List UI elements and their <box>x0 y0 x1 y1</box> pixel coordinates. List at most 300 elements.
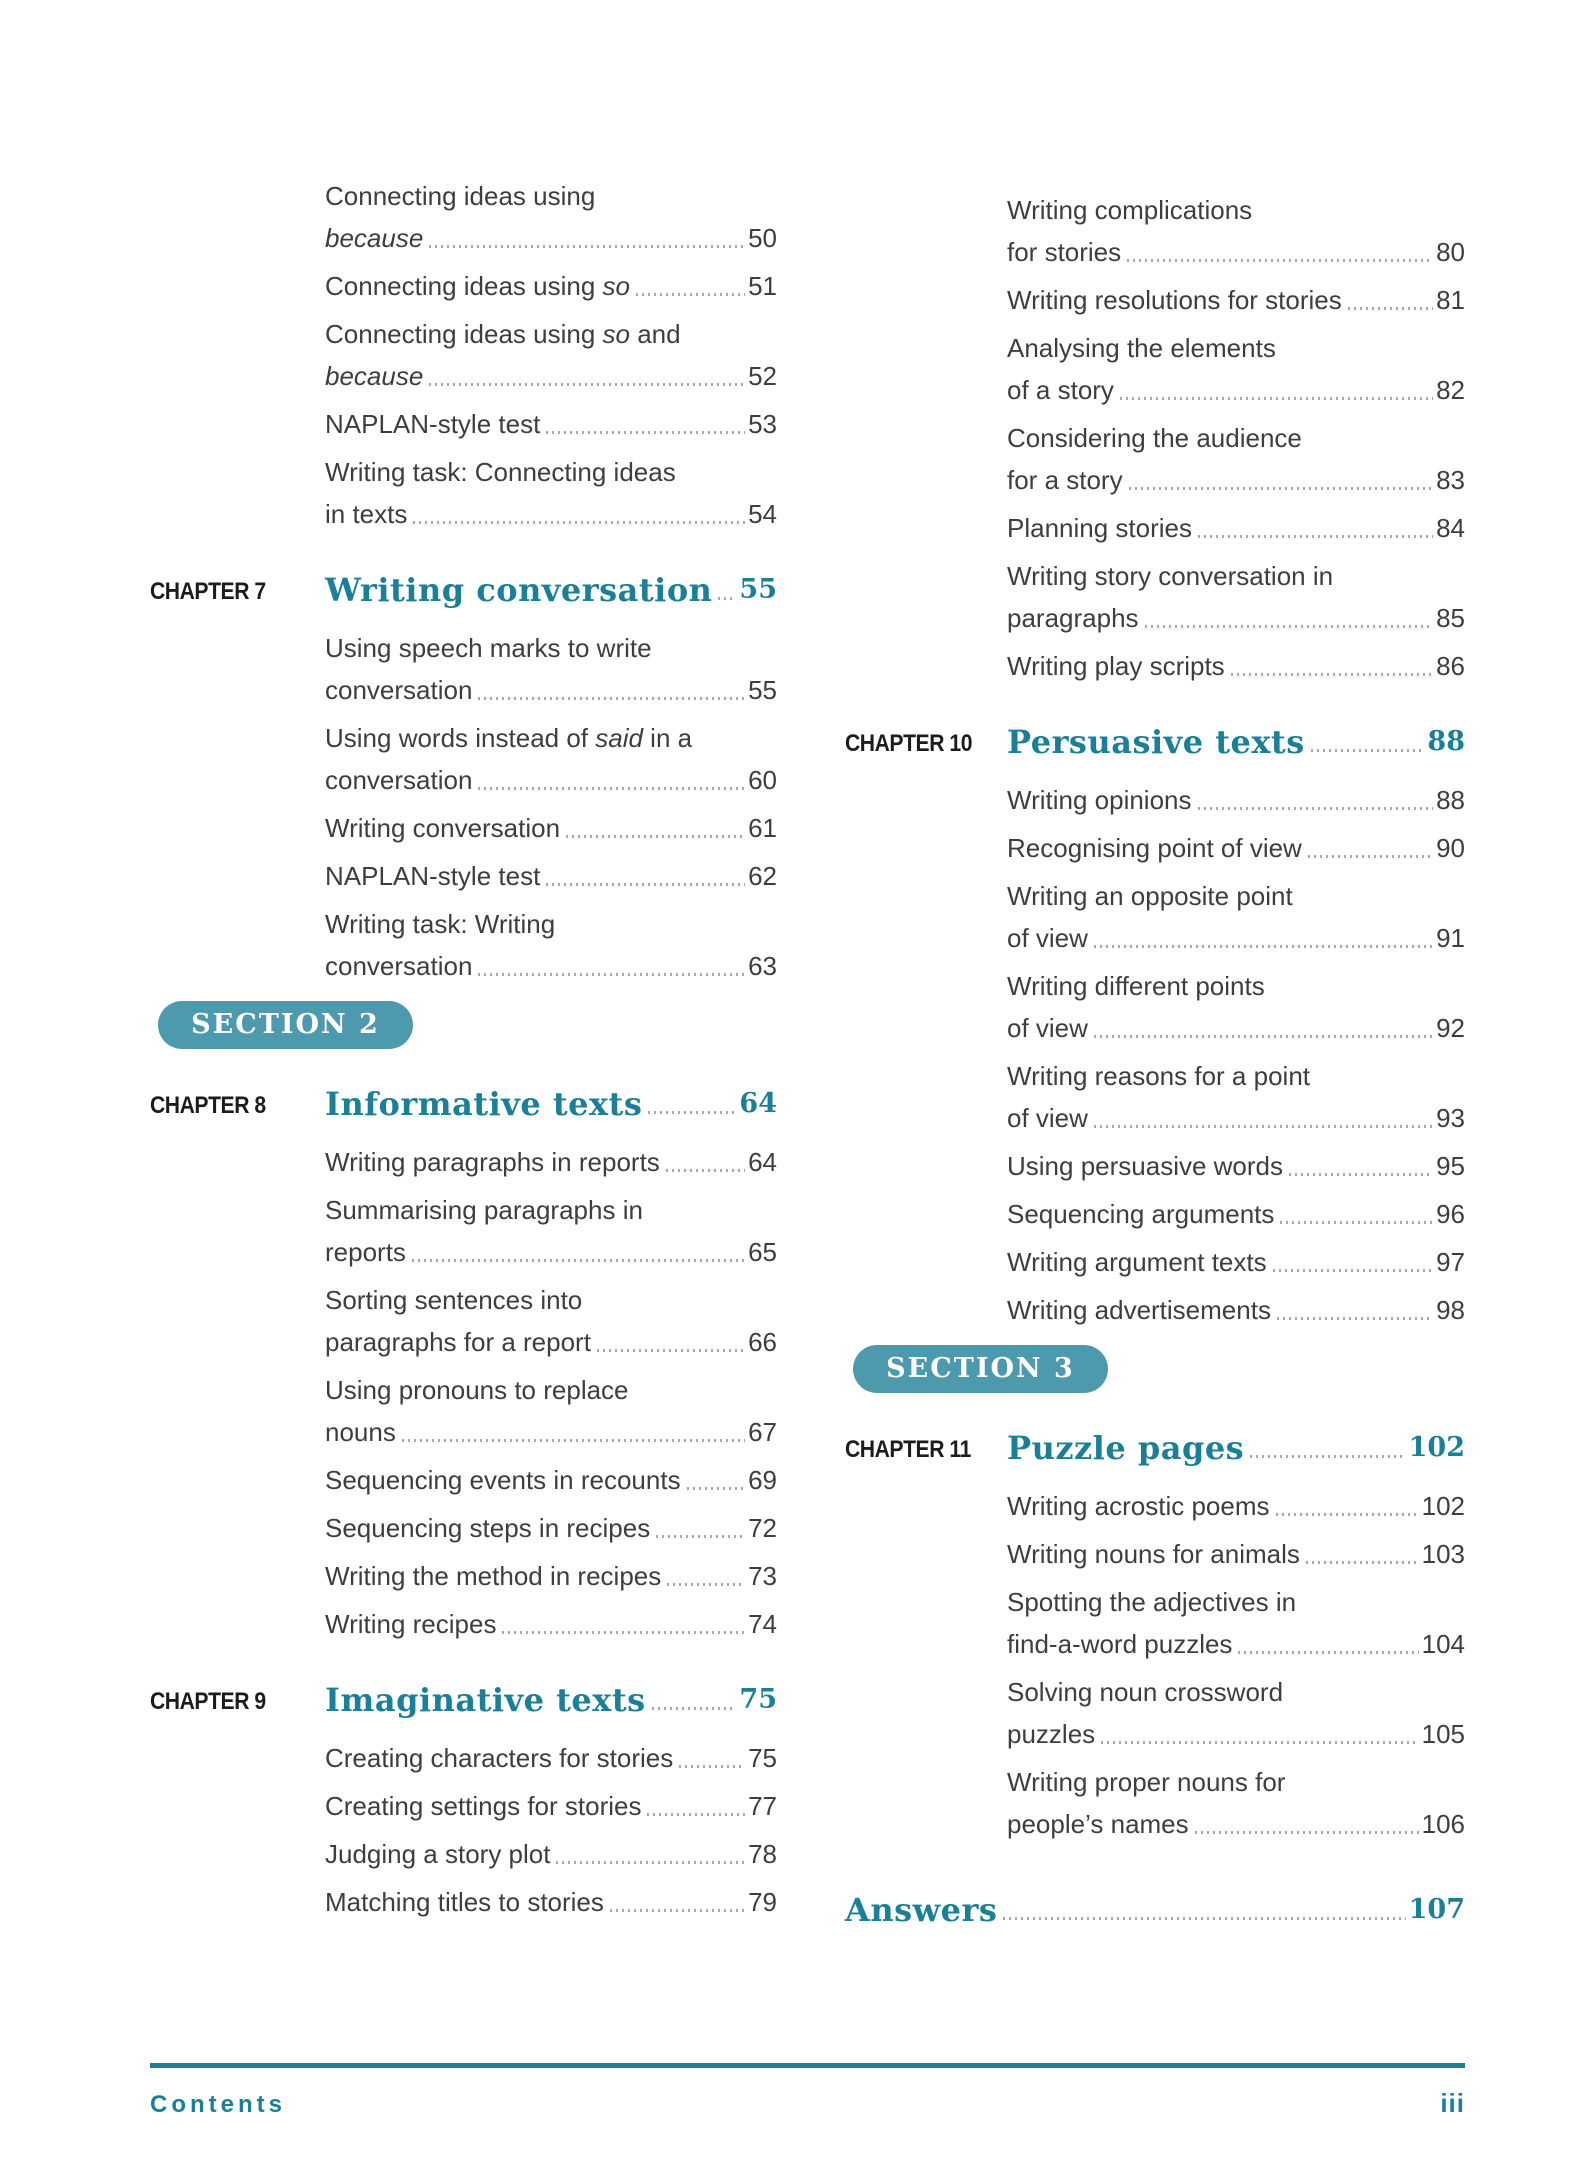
toc-column-right <box>845 175 1465 1947</box>
entry-last-line <box>325 265 777 307</box>
dot-leader <box>1250 1455 1405 1458</box>
page-number: 86 <box>1436 651 1465 681</box>
page-number: 78 <box>748 1839 777 1869</box>
entry-label <box>1007 1097 1088 1139</box>
entry-text-italic: so <box>602 319 630 349</box>
entry-label <box>1007 507 1192 549</box>
toc-entry <box>325 1459 777 1501</box>
entry-last-line <box>325 355 777 397</box>
entry-last-line <box>1007 1007 1465 1049</box>
entry-text: conversation <box>325 675 473 705</box>
entry-text: Sequencing events in recounts <box>325 1465 681 1495</box>
entry-last-line <box>1007 779 1465 821</box>
entry-wrap-line <box>1007 417 1465 459</box>
toc-entry <box>325 1833 777 1875</box>
toc-entry <box>1007 279 1465 321</box>
dot-leader <box>429 245 745 248</box>
chapter-title: Writing conversation <box>325 571 713 609</box>
entry-text: Connecting ideas using <box>325 319 603 349</box>
toc-entry <box>325 1881 777 1923</box>
chapter-heading <box>845 719 1465 765</box>
toc-entry <box>1007 1671 1465 1755</box>
entry-text: Writing different points <box>1007 971 1265 1001</box>
entry-last-line <box>1007 1803 1465 1845</box>
dot-leader <box>1198 535 1433 538</box>
entry-label <box>1007 1145 1283 1187</box>
toc-entry <box>325 807 777 849</box>
entry-last-line <box>1007 1713 1465 1755</box>
toc-entry <box>1007 507 1465 549</box>
dot-leader <box>1231 673 1433 676</box>
entry-text: puzzles <box>1007 1719 1096 1749</box>
entry-label <box>325 1321 591 1363</box>
entry-last-line <box>1007 1289 1465 1331</box>
entry-label <box>1007 231 1121 273</box>
entry-last-line <box>325 1833 777 1875</box>
entry-last-line <box>1007 507 1465 549</box>
dot-leader <box>687 1487 746 1490</box>
entry-text: of view <box>1007 1103 1088 1133</box>
entry-label <box>1007 1193 1274 1235</box>
page-number: 60 <box>748 765 777 795</box>
dot-leader <box>1311 749 1425 752</box>
toc-entry <box>325 265 777 307</box>
page-number: 50 <box>748 223 777 253</box>
entry-label <box>325 759 472 801</box>
entry-last-line <box>1007 917 1465 959</box>
chapter-title: Informative texts <box>325 1085 643 1123</box>
entry-label <box>1007 1289 1271 1331</box>
entry-wrap-line <box>325 1189 777 1231</box>
page-number: 106 <box>1421 1809 1465 1839</box>
entry-text: Writing the method in recipes <box>325 1561 662 1591</box>
toc-entry <box>325 627 777 711</box>
entry-label <box>1007 645 1225 687</box>
entry-text: Judging a story plot <box>325 1839 551 1869</box>
dot-leader <box>478 973 745 976</box>
page-number: 79 <box>748 1887 777 1917</box>
entry-text: Writing an opposite point <box>1007 881 1293 911</box>
page-number: 102 <box>1408 1432 1465 1463</box>
page-number: 66 <box>748 1327 777 1357</box>
page-number: 80 <box>1436 237 1465 267</box>
entry-label <box>325 403 540 445</box>
toc-entry <box>1007 417 1465 501</box>
dot-leader <box>1289 1173 1433 1176</box>
page-number: 105 <box>1421 1719 1465 1749</box>
entry-label <box>325 807 560 849</box>
entry-text: Connecting ideas using <box>325 271 603 301</box>
page-number: 93 <box>1436 1103 1465 1133</box>
entry-text-italic: said <box>595 723 643 753</box>
dot-leader <box>1276 1513 1419 1516</box>
entry-text: for a story <box>1007 465 1123 495</box>
page-footer <box>150 2063 1465 2119</box>
toc-entry <box>1007 1485 1465 1527</box>
toc-entry <box>325 717 777 801</box>
entry-wrap-line <box>325 627 777 669</box>
dot-leader <box>502 1631 745 1634</box>
entry-label <box>325 1785 641 1827</box>
entry-last-line <box>1007 459 1465 501</box>
entry-last-line <box>1007 1623 1465 1665</box>
entry-text: Writing argument texts <box>1007 1247 1267 1277</box>
dot-leader <box>1094 1035 1433 1038</box>
toc-entry <box>1007 189 1465 273</box>
entry-text: Analysing the elements <box>1007 333 1276 363</box>
chapter-label: CHAPTER 9 <box>150 1688 266 1715</box>
page-number: 91 <box>1436 923 1465 953</box>
entry-text: Planning stories <box>1007 513 1192 543</box>
toc-entry <box>1007 1145 1465 1187</box>
entry-last-line <box>325 403 777 445</box>
chapter-title: Answers <box>845 1891 998 1929</box>
page-number: 84 <box>1436 513 1465 543</box>
entry-text: in a <box>642 723 693 753</box>
chapter-heading <box>150 567 777 613</box>
entry-text: of a story <box>1007 375 1114 405</box>
entry-label <box>325 1141 660 1183</box>
entry-last-line <box>325 1737 777 1779</box>
entry-label <box>325 1411 396 1453</box>
entry-label <box>325 1555 661 1597</box>
entry-last-line <box>325 1411 777 1453</box>
chapter-heading-line <box>325 1081 777 1127</box>
entry-text: paragraphs for a report <box>325 1327 591 1357</box>
entry-label <box>325 265 630 307</box>
entry-last-line <box>1007 231 1465 273</box>
dot-leader <box>1195 1831 1419 1834</box>
chapter-heading-line <box>325 1677 777 1723</box>
entry-wrap-line <box>325 717 777 759</box>
entry-last-line <box>325 807 777 849</box>
entry-label <box>1007 459 1123 501</box>
dot-leader <box>610 1909 745 1912</box>
entry-last-line <box>325 945 777 987</box>
footer-page-number: iii <box>1440 2088 1465 2118</box>
entry-text: Sorting sentences into <box>325 1285 583 1315</box>
page-number: 88 <box>1436 785 1465 815</box>
entry-text: Writing reasons for a point <box>1007 1061 1310 1091</box>
dot-leader <box>648 1111 736 1114</box>
dot-leader <box>679 1765 745 1768</box>
entry-text: of view <box>1007 1013 1088 1043</box>
entry-label <box>1007 1713 1095 1755</box>
entry-text: Writing recipes <box>325 1609 497 1639</box>
footer-contents-label: Contents <box>150 2091 286 2118</box>
page-number: 103 <box>1421 1539 1465 1569</box>
page-number: 92 <box>1436 1013 1465 1043</box>
entry-wrap-line <box>1007 555 1465 597</box>
chapter-heading <box>845 1425 1465 1471</box>
entry-text: Recognising point of view <box>1007 833 1302 863</box>
toc-entry <box>325 1507 777 1549</box>
toc-entry <box>1007 779 1465 821</box>
toc-entry <box>1007 1055 1465 1139</box>
entry-wrap-line <box>325 451 777 493</box>
entry-label <box>325 493 407 535</box>
entry-label <box>1007 1007 1088 1049</box>
entry-last-line <box>325 1881 777 1923</box>
entry-label <box>325 1603 496 1645</box>
entry-text: Connecting ideas using <box>325 181 596 211</box>
entry-text-italic: because <box>325 361 424 391</box>
entry-label <box>325 1881 604 1923</box>
page-number: 52 <box>748 361 777 391</box>
dot-leader <box>667 1583 745 1586</box>
footer-row <box>150 2088 1465 2119</box>
toc-entry <box>325 1785 777 1827</box>
section-badge: SECTION 3 <box>853 1345 1108 1393</box>
chapter-title: Puzzle pages <box>1007 1429 1245 1467</box>
entry-text: Matching titles to stories <box>325 1887 604 1917</box>
page-number: 53 <box>748 409 777 439</box>
toc-entry <box>325 1141 777 1183</box>
entry-text: Sequencing steps in recipes <box>325 1513 651 1543</box>
page-number: 90 <box>1436 833 1465 863</box>
entry-wrap-line <box>1007 875 1465 917</box>
entry-text: Creating settings for stories <box>325 1791 642 1821</box>
entry-label <box>325 669 472 711</box>
entry-wrap-line <box>1007 1581 1465 1623</box>
toc-entry <box>325 175 777 259</box>
dot-leader <box>666 1169 745 1172</box>
page-number: 55 <box>748 675 777 705</box>
dot-leader <box>556 1861 745 1864</box>
entry-last-line <box>1007 1533 1465 1575</box>
toc-entry <box>325 1555 777 1597</box>
page-number: 98 <box>1436 1295 1465 1325</box>
entry-label <box>1007 1803 1189 1845</box>
page-number: 88 <box>1427 726 1465 757</box>
entry-text: of view <box>1007 923 1088 953</box>
page-number: 75 <box>748 1743 777 1773</box>
dot-leader <box>478 697 745 700</box>
page-number: 96 <box>1436 1199 1465 1229</box>
entry-text: Using persuasive words <box>1007 1151 1284 1181</box>
entry-text: Sequencing arguments <box>1007 1199 1275 1229</box>
dot-leader <box>1094 1125 1433 1128</box>
toc-entry <box>325 451 777 535</box>
entry-text: Writing nouns for animals <box>1007 1539 1300 1569</box>
page-number: 65 <box>748 1237 777 1267</box>
dot-leader <box>1198 807 1434 810</box>
chapter-title: Imaginative texts <box>325 1681 646 1719</box>
dot-leader <box>1277 1317 1433 1320</box>
entry-last-line <box>325 1231 777 1273</box>
entry-text: Writing opinions <box>1007 785 1192 815</box>
entry-text: Summarising paragraphs in <box>325 1195 643 1225</box>
page-number: 72 <box>748 1513 777 1543</box>
chapter-heading-line <box>1007 719 1465 765</box>
dot-leader <box>1273 1269 1433 1272</box>
entry-last-line <box>1007 827 1465 869</box>
entry-label <box>325 217 423 259</box>
footer-rule <box>150 2063 1465 2068</box>
entry-text: NAPLAN-style test <box>325 409 541 439</box>
page-number: 95 <box>1436 1151 1465 1181</box>
entry-wrap-line <box>325 903 777 945</box>
page-number: 63 <box>748 951 777 981</box>
entry-text: conversation <box>325 765 473 795</box>
dot-leader <box>718 597 736 600</box>
dot-leader <box>1238 1651 1418 1654</box>
entry-wrap-line <box>325 1279 777 1321</box>
dot-leader <box>1003 1917 1405 1920</box>
entry-text: Writing resolutions for stories <box>1007 285 1342 315</box>
toc-entry <box>325 313 777 397</box>
toc-entry <box>1007 1533 1465 1575</box>
entry-label <box>1007 1533 1300 1575</box>
entry-text: in texts <box>325 499 408 529</box>
dot-leader <box>1306 1561 1419 1564</box>
toc-entry <box>325 1603 777 1645</box>
entry-text: Writing complications <box>1007 195 1253 225</box>
page-number: 67 <box>748 1417 777 1447</box>
entry-wrap-line <box>1007 1671 1465 1713</box>
entry-label <box>1007 1623 1232 1665</box>
entry-wrap-line <box>325 175 777 217</box>
toc-entry <box>325 1369 777 1453</box>
dot-leader <box>1129 487 1433 490</box>
page-number: 54 <box>748 499 777 529</box>
entry-text: people’s names <box>1007 1809 1189 1839</box>
page-number: 61 <box>748 813 777 843</box>
page-number: 73 <box>748 1561 777 1591</box>
dot-leader <box>1348 307 1433 310</box>
dot-leader <box>1308 855 1433 858</box>
toc-entry <box>325 403 777 445</box>
dot-leader <box>647 1813 745 1816</box>
entry-wrap-line <box>1007 327 1465 369</box>
entry-last-line <box>1007 279 1465 321</box>
entry-last-line <box>325 1785 777 1827</box>
page-number: 83 <box>1436 465 1465 495</box>
entry-label <box>325 1459 681 1501</box>
toc-entry <box>1007 875 1465 959</box>
entry-text: Creating characters for stories <box>325 1743 674 1773</box>
chapter-heading-line <box>845 1887 1465 1933</box>
entry-label <box>325 855 540 897</box>
toc-entry <box>325 1279 777 1363</box>
dot-leader <box>656 1535 745 1538</box>
dot-leader <box>1280 1221 1433 1224</box>
entry-label <box>1007 827 1302 869</box>
toc-entry <box>1007 327 1465 411</box>
toc-entry <box>325 855 777 897</box>
entry-last-line <box>1007 645 1465 687</box>
toc-entry <box>1007 1289 1465 1331</box>
entry-label <box>325 945 472 987</box>
entry-text: nouns <box>325 1417 396 1447</box>
toc-entry <box>1007 1193 1465 1235</box>
chapter-label: CHAPTER 10 <box>845 730 973 757</box>
dot-leader <box>1094 945 1433 948</box>
page-number: 81 <box>1436 285 1465 315</box>
entry-last-line <box>325 855 777 897</box>
toc-entry <box>325 1737 777 1779</box>
page-number: 107 <box>1408 1894 1465 1925</box>
entry-text: Writing play scripts <box>1007 651 1225 681</box>
chapter-heading-line <box>1007 1425 1465 1471</box>
entry-last-line <box>1007 1485 1465 1527</box>
dot-leader <box>429 383 745 386</box>
chapter-title: Persuasive texts <box>1007 723 1305 761</box>
page-number: 51 <box>748 271 777 301</box>
entry-last-line <box>325 669 777 711</box>
page-number: 69 <box>748 1465 777 1495</box>
entry-text: Writing advertisements <box>1007 1295 1271 1325</box>
page-number: 82 <box>1436 375 1465 405</box>
page-number: 62 <box>748 861 777 891</box>
page-number: 97 <box>1436 1247 1465 1277</box>
entry-text: Writing paragraphs in reports <box>325 1147 660 1177</box>
entry-label <box>1007 917 1088 959</box>
dot-leader <box>1127 259 1433 262</box>
entry-last-line <box>1007 597 1465 639</box>
entry-label <box>325 1231 406 1273</box>
chapter-heading <box>150 1677 777 1723</box>
toc-column-left <box>150 175 777 1947</box>
entry-last-line <box>325 1507 777 1549</box>
toc-entry <box>325 903 777 987</box>
entry-last-line <box>325 1603 777 1645</box>
entry-label <box>1007 279 1342 321</box>
entry-label <box>1007 779 1192 821</box>
entry-last-line <box>325 759 777 801</box>
entry-text: Using words instead of <box>325 723 596 753</box>
entry-last-line <box>325 1141 777 1183</box>
page-number: 64 <box>748 1147 777 1177</box>
entry-label <box>1007 1241 1267 1283</box>
entry-last-line <box>325 1555 777 1597</box>
entry-label <box>325 1507 650 1549</box>
entry-text: for stories <box>1007 237 1122 267</box>
entry-text: Writing conversation <box>325 813 561 843</box>
entry-text: Writing story conversation in <box>1007 561 1334 591</box>
chapter-label: CHAPTER 7 <box>150 578 266 605</box>
chapter-heading <box>150 1081 777 1127</box>
chapter-label: CHAPTER 11 <box>845 1436 971 1463</box>
toc-entry <box>1007 1581 1465 1665</box>
entry-last-line <box>325 1459 777 1501</box>
entry-label <box>1007 1485 1270 1527</box>
entry-last-line <box>1007 369 1465 411</box>
dot-leader <box>1120 397 1433 400</box>
entry-text: reports <box>325 1237 406 1267</box>
entry-text: and <box>630 319 681 349</box>
entry-text: NAPLAN-style test <box>325 861 541 891</box>
entry-text: Spotting the adjectives in <box>1007 1587 1297 1617</box>
page-number: 77 <box>748 1791 777 1821</box>
entry-text: Using speech marks to write <box>325 633 652 663</box>
dot-leader <box>402 1439 745 1442</box>
page-number: 85 <box>1436 603 1465 633</box>
toc-entry <box>1007 555 1465 639</box>
entry-text-italic: so <box>602 271 630 301</box>
entry-text: Writing proper nouns for <box>1007 1767 1286 1797</box>
page-number: 74 <box>748 1609 777 1639</box>
entry-text: Writing task: Connecting ideas <box>325 457 676 487</box>
dot-leader <box>597 1349 745 1352</box>
toc-entry <box>1007 645 1465 687</box>
dot-leader <box>636 293 745 296</box>
entry-label <box>325 1737 673 1779</box>
dot-leader <box>566 835 745 838</box>
entry-wrap-line <box>1007 965 1465 1007</box>
dot-leader <box>1145 625 1434 628</box>
entry-text: Using pronouns to replace <box>325 1375 629 1405</box>
